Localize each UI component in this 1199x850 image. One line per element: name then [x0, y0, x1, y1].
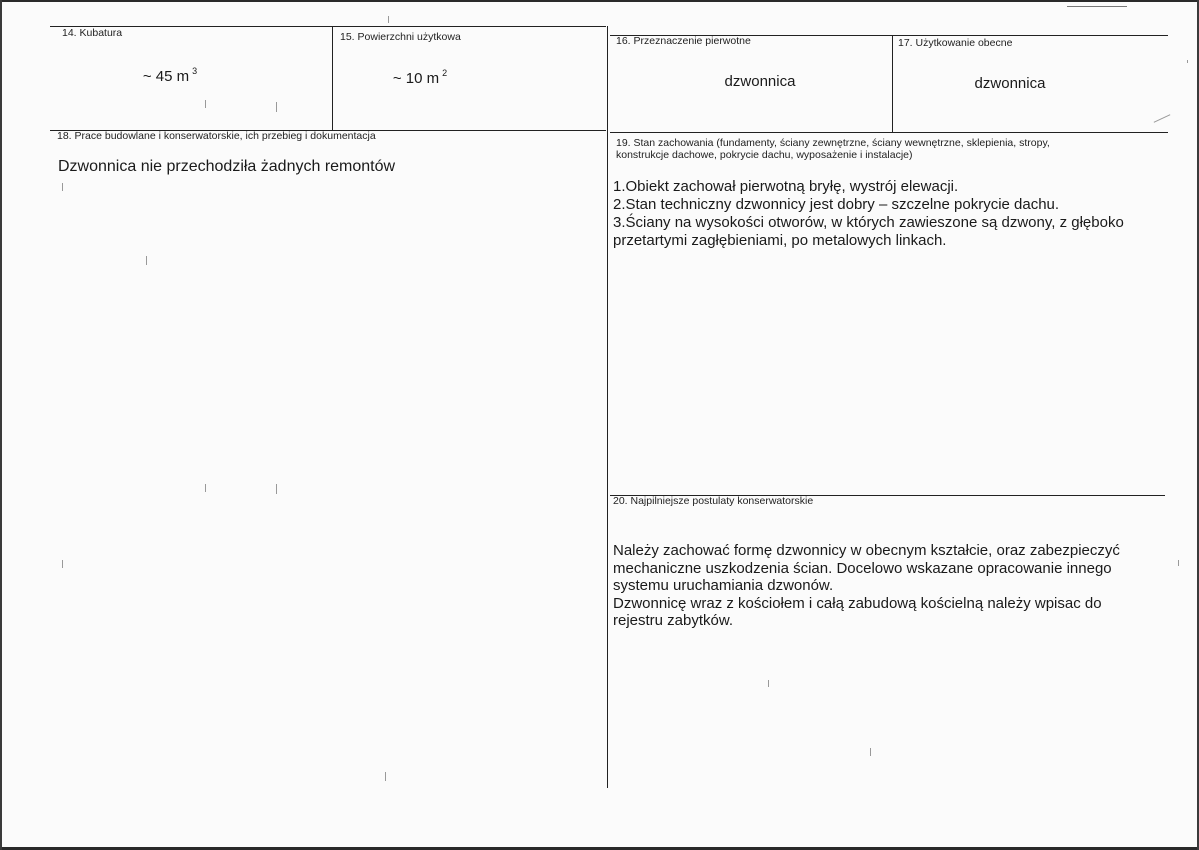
scan-speck [768, 680, 769, 687]
field-15-label: 15. Powierzchni użytkowa [340, 31, 461, 43]
field-19-label-line-1: 19. Stan zachowania (fundamenty, ściany zewnętrzne, ściany wewnętrzne, sklepienia, stropy, [616, 137, 1050, 149]
scan-speck [62, 183, 63, 191]
scan-speck [205, 100, 206, 108]
field-15-value [370, 68, 470, 87]
field-18-value: Dzwonnica nie przechodziła żadnych remontów [58, 158, 396, 175]
divider [607, 26, 608, 788]
scan-speck [276, 484, 277, 494]
field-20-line-1: Należy zachować formę dzwonnicy w obecnym kształcie, oraz zabezpieczyć [613, 542, 1120, 559]
field-19-text [613, 178, 1124, 250]
field-18-label: 18. Prace budowlane i konserwatorskie, ich przebieg i dokumentacja [57, 130, 376, 142]
field-14-label: 14. Kubatura [62, 27, 123, 39]
scan-speck [276, 102, 277, 112]
field-20-line-3: systemu uruchamiania dzwonów. [613, 577, 834, 594]
field-14-value [120, 66, 220, 85]
scan-speck [385, 772, 386, 781]
field-19-label [616, 137, 1050, 161]
divider [892, 35, 893, 132]
scan-speck [870, 748, 871, 756]
field-14-unit-exponent: 3 [192, 66, 198, 76]
scan-speck [1187, 60, 1188, 63]
scan-edge-top [0, 0, 1199, 2]
field-19-line-2: 2.Stan techniczny dzwonnicy jest dobry – szczelne pokrycie dachu. [613, 196, 1060, 213]
field-19-line-3: 3.Ściany na wysokości otworów, w których zawieszone są dzwony, z głęboko [613, 214, 1124, 231]
divider [332, 26, 333, 130]
field-17-label: 17. Użytkowanie obecne [898, 37, 1013, 49]
scan-speck [1154, 114, 1171, 123]
field-20-line-4: Dzwonnicę wraz z kościołem i całą zabudową kościelną należy wpisac do [613, 594, 1102, 612]
field-14-value-text: ~ 45 m [142, 68, 190, 85]
field-19-label-line-2: konstrukcje dachowe, pokrycie dachu, wyposażenie i instalacje) [616, 149, 913, 161]
scan-speck [146, 256, 147, 265]
field-19-line-4: przetartymi zagłębieniami, po metalowych linkach. [613, 232, 947, 249]
field-19-line-1: 1.Obiekt zachował pierwotną bryłę, wystrój elewacji. [613, 178, 959, 195]
scan-speck [1178, 560, 1179, 566]
field-20-line-2: mechaniczne uszkodzenia ścian. Docelowo wskazane opracowanie innego [613, 559, 1112, 577]
field-15-unit-exponent: 2 [442, 68, 448, 78]
field-15-value-text: ~ 10 m [392, 70, 440, 87]
scan-edge-left [0, 0, 2, 850]
field-20-line-5: rejestru zabytków. [613, 612, 734, 629]
field-16-label: 16. Przeznaczenie pierwotne [616, 35, 751, 47]
scan-mark [1067, 6, 1127, 7]
field-17-value: dzwonnica [974, 75, 1046, 92]
divider [50, 26, 606, 27]
field-20-text [613, 542, 1120, 630]
divider [610, 132, 1168, 133]
field-16-value: dzwonnica [724, 73, 796, 90]
scan-speck [388, 16, 389, 23]
field-20-label: 20. Najpilniejsze postulaty konserwatorskie [613, 495, 814, 507]
scan-speck [62, 560, 63, 568]
scan-speck [205, 484, 206, 492]
